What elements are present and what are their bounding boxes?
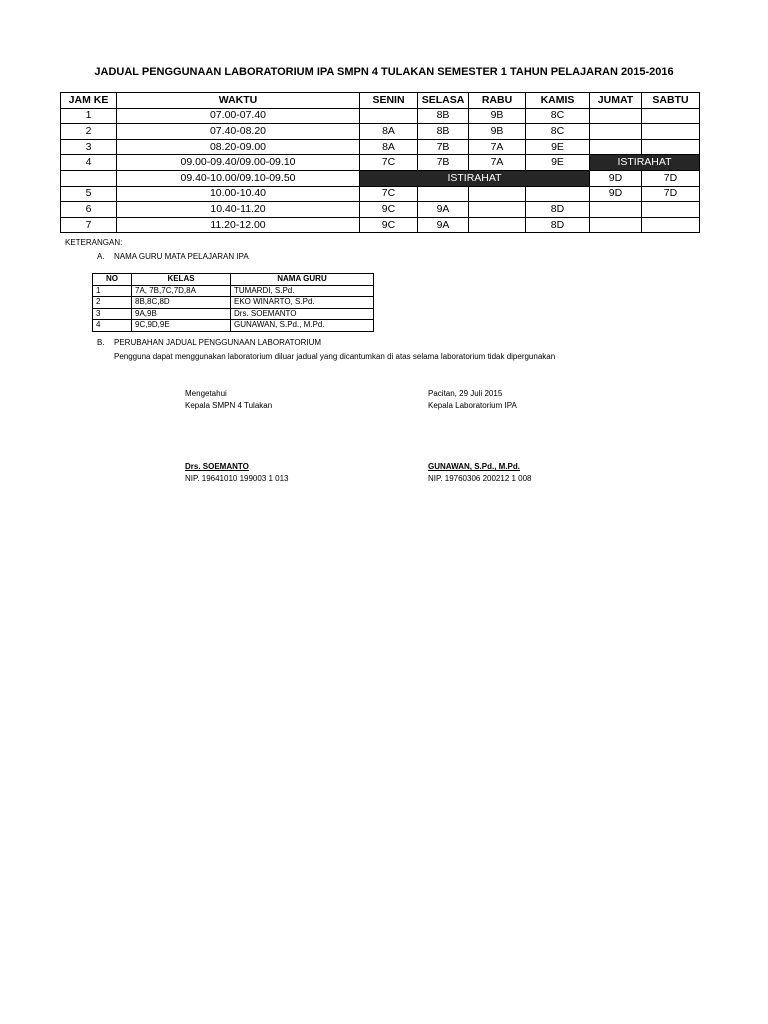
header-kamis: KAMIS <box>526 93 590 109</box>
cell-waktu: 08.20-09.00 <box>117 139 360 155</box>
section-b-heading <box>97 338 321 347</box>
table-row <box>61 170 700 186</box>
cell-sabtu <box>642 124 700 140</box>
table-row <box>93 285 374 297</box>
cell-jumat <box>590 217 642 233</box>
cell-selasa <box>418 186 469 202</box>
cell-guru: EKO WINARTO, S.Pd. <box>231 297 374 309</box>
section-a-number: A. <box>97 252 105 261</box>
cell-kamis: 8C <box>526 124 590 140</box>
cell-no: 1 <box>93 285 132 297</box>
signature-right-footer <box>428 461 532 485</box>
table-row <box>61 108 700 124</box>
cell-waktu: 10.40-11.20 <box>117 202 360 218</box>
cell-rabu <box>469 186 526 202</box>
cell-sabtu <box>642 108 700 124</box>
cell-selasa: 7B <box>418 139 469 155</box>
schedule-header-row <box>61 93 700 109</box>
signature-right-line1: Pacitan, 29 Juli 2015 <box>428 389 503 398</box>
cell-kamis: 8C <box>526 108 590 124</box>
header-jumat: JUMAT <box>590 93 642 109</box>
cell-kamis: 9E <box>526 139 590 155</box>
cell-jam: 2 <box>61 124 117 140</box>
signature-left-nip: NIP. 19641010 199003 1 013 <box>185 474 289 483</box>
cell-kelas: 8B,8C,8D <box>132 297 231 309</box>
table-row <box>93 297 374 309</box>
cell-selasa: 8B <box>418 124 469 140</box>
header-rabu: RABU <box>469 93 526 109</box>
header-waktu: WAKTU <box>117 93 360 109</box>
header-nama-guru: NAMA GURU <box>231 274 374 286</box>
cell-senin: 8A <box>360 139 418 155</box>
cell-rabu <box>469 202 526 218</box>
cell-jumat <box>590 124 642 140</box>
schedule-table <box>60 92 700 233</box>
cell-senin: 9C <box>360 202 418 218</box>
cell-sabtu <box>642 139 700 155</box>
signature-left-footer <box>185 461 289 485</box>
break-cell-istirahat: ISTIRAHAT <box>360 170 590 186</box>
signature-right-name: GUNAWAN, S.Pd., M.Pd. <box>428 462 521 471</box>
cell-sabtu <box>642 202 700 218</box>
table-row <box>93 308 374 320</box>
signature-left-header <box>185 388 272 412</box>
cell-rabu <box>469 217 526 233</box>
cell-selasa: 9A <box>418 202 469 218</box>
cell-waktu: 09.00-09.40/09.00-09.10 <box>117 155 360 171</box>
cell-jumat: 9D <box>590 170 642 186</box>
table-row <box>93 320 374 332</box>
cell-senin: 7C <box>360 155 418 171</box>
signature-right-nip: NIP. 19760306 200212 1 008 <box>428 474 532 483</box>
cell-jam: 1 <box>61 108 117 124</box>
cell-waktu: 10.00-10.40 <box>117 186 360 202</box>
cell-senin: 7C <box>360 186 418 202</box>
cell-selasa: 9A <box>418 217 469 233</box>
cell-guru: GUNAWAN, S.Pd., M.Pd. <box>231 320 374 332</box>
cell-senin: 9C <box>360 217 418 233</box>
cell-waktu: 07.40-08.20 <box>117 124 360 140</box>
cell-waktu: 09.40-10.00/09.10-09.50 <box>117 170 360 186</box>
signature-left-name: Drs. SOEMANTO <box>185 462 249 471</box>
cell-waktu: 11.20-12.00 <box>117 217 360 233</box>
table-row <box>61 155 700 171</box>
cell-kamis: 8D <box>526 217 590 233</box>
header-selasa: SELASA <box>418 93 469 109</box>
signature-left-line1: Mengetahui <box>185 389 227 398</box>
cell-kelas: 7A, 7B,7C,7D,8A <box>132 285 231 297</box>
cell-kamis: 9E <box>526 155 590 171</box>
section-a-title: NAMA GURU MATA PELAJARAN IPA <box>114 252 249 261</box>
header-jam-ke: JAM KE <box>61 93 117 109</box>
table-row <box>61 124 700 140</box>
cell-guru: Drs. SOEMANTO <box>231 308 374 320</box>
cell-rabu: 9B <box>469 124 526 140</box>
signature-right-line2: Kepala Laboratorium IPA <box>428 401 517 410</box>
teacher-table <box>92 273 374 332</box>
cell-no: 2 <box>93 297 132 309</box>
cell-kamis <box>526 186 590 202</box>
cell-jam <box>61 170 117 186</box>
cell-selasa: 7B <box>418 155 469 171</box>
break-cell-istirahat: ISTIRAHAT <box>590 155 700 171</box>
cell-rabu: 7A <box>469 139 526 155</box>
cell-sabtu <box>642 217 700 233</box>
signature-right-header <box>428 388 517 412</box>
section-b-number: B. <box>97 338 105 347</box>
cell-senin <box>360 108 418 124</box>
table-row <box>61 139 700 155</box>
cell-jumat: 9D <box>590 186 642 202</box>
cell-sabtu: 7D <box>642 186 700 202</box>
cell-rabu: 9B <box>469 108 526 124</box>
header-kelas: KELAS <box>132 274 231 286</box>
cell-jumat <box>590 139 642 155</box>
cell-kamis: 8D <box>526 202 590 218</box>
section-b-title: PERUBAHAN JADUAL PENGGUNAAN LABORATORIUM <box>114 338 322 347</box>
cell-jam: 5 <box>61 186 117 202</box>
cell-jam: 3 <box>61 139 117 155</box>
cell-senin: 8A <box>360 124 418 140</box>
cell-jam: 7 <box>61 217 117 233</box>
cell-kelas: 9C,9D,9E <box>132 320 231 332</box>
cell-no: 4 <box>93 320 132 332</box>
header-sabtu: SABTU <box>642 93 700 109</box>
header-senin: SENIN <box>360 93 418 109</box>
section-a-heading <box>97 252 249 261</box>
table-row <box>61 186 700 202</box>
table-row <box>61 202 700 218</box>
cell-jumat <box>590 108 642 124</box>
cell-jumat <box>590 202 642 218</box>
page-title: JADUAL PENGGUNAAN LABORATORIUM IPA SMPN 4 TULAKAN SEMESTER 1 TAHUN PELAJARAN 2015-2016 <box>94 66 674 78</box>
teacher-header-row <box>93 274 374 286</box>
keterangan-label: KETERANGAN: <box>65 238 123 247</box>
cell-kelas: 9A,9B <box>132 308 231 320</box>
cell-rabu: 7A <box>469 155 526 171</box>
cell-guru: TUMARDI, S.Pd. <box>231 285 374 297</box>
header-no: NO <box>93 274 132 286</box>
section-b-body: Pengguna dapat menggunakan laboratorium diluar jadual yang dicantumkan di atas selama laboratorium tidak dipergunakan <box>114 352 556 361</box>
cell-sabtu: 7D <box>642 170 700 186</box>
cell-no: 3 <box>93 308 132 320</box>
cell-waktu: 07.00-07.40 <box>117 108 360 124</box>
table-row <box>61 217 700 233</box>
signature-left-line2: Kepala SMPN 4 Tulakan <box>185 401 273 410</box>
cell-jam: 4 <box>61 155 117 171</box>
cell-jam: 6 <box>61 202 117 218</box>
cell-selasa: 8B <box>418 108 469 124</box>
